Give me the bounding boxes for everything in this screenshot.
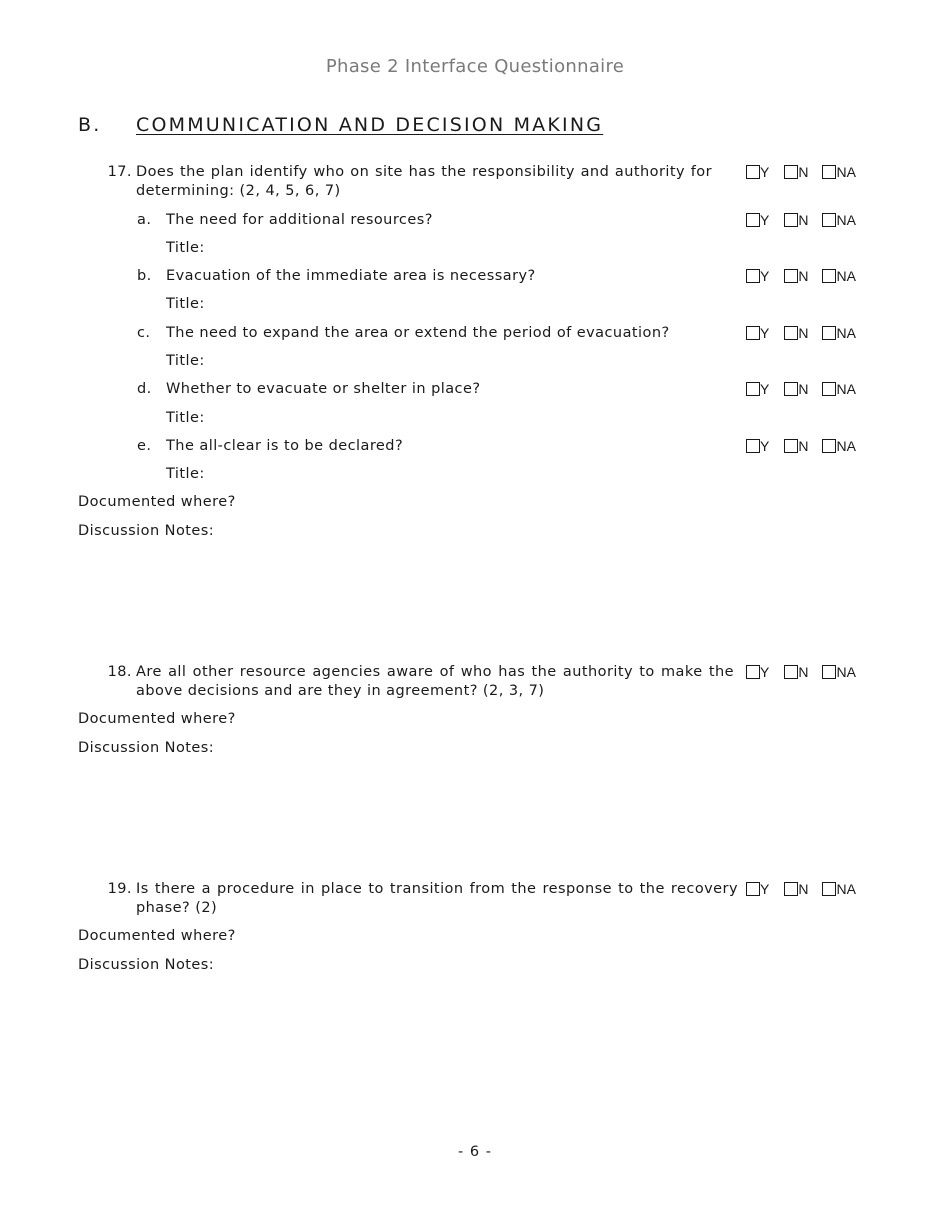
subquestion-17d-letter: d. bbox=[137, 381, 152, 397]
option-na[interactable] bbox=[822, 212, 855, 228]
subquestion-17c-letter: c. bbox=[137, 325, 151, 341]
page-header: Phase 2 Interface Questionnaire bbox=[325, 56, 625, 77]
option-yes-label: Y bbox=[760, 664, 770, 680]
title-label: Title: bbox=[166, 410, 205, 426]
page-number: - 6 - bbox=[458, 1144, 492, 1160]
option-yes-label: Y bbox=[760, 381, 770, 397]
subquestion-17a-text: The need for additional resources? bbox=[166, 212, 433, 228]
checkbox-na[interactable] bbox=[822, 213, 836, 227]
option-no[interactable] bbox=[784, 381, 808, 397]
option-yes-label: Y bbox=[760, 212, 770, 228]
checkbox-no[interactable] bbox=[784, 439, 798, 453]
subquestion-17a-answer bbox=[746, 212, 856, 228]
question-18-number: 18. bbox=[107, 664, 132, 680]
checkbox-na[interactable] bbox=[822, 382, 836, 396]
option-na-label: NA bbox=[836, 212, 856, 228]
option-no-label: N bbox=[798, 881, 809, 897]
option-no-label: N bbox=[798, 664, 809, 680]
subquestion-17d-text: Whether to evacuate or shelter in place? bbox=[166, 381, 481, 397]
option-no[interactable] bbox=[784, 325, 808, 341]
documented-where-label: Documented where? bbox=[78, 928, 236, 944]
option-no[interactable] bbox=[784, 881, 808, 897]
option-yes[interactable] bbox=[746, 268, 769, 284]
option-na-label: NA bbox=[836, 664, 856, 680]
option-na-label: NA bbox=[836, 164, 856, 180]
question-18-text: Are all other resource agencies aware of who has the authority to make the above decisions and are they in agreement? (2, 3, 7) bbox=[136, 664, 734, 699]
option-no-label: N bbox=[798, 325, 809, 341]
subquestion-17b-text: Evacuation of the immediate area is necessary? bbox=[166, 268, 536, 284]
question-19-text: Is there a procedure in place to transition from the response to the recovery phase? (2) bbox=[136, 881, 738, 916]
checkbox-na[interactable] bbox=[822, 269, 836, 283]
checkbox-na[interactable] bbox=[822, 439, 836, 453]
discussion-notes-label: Discussion Notes: bbox=[78, 523, 215, 539]
option-yes[interactable] bbox=[746, 325, 769, 341]
checkbox-no[interactable] bbox=[784, 326, 798, 340]
checkbox-no[interactable] bbox=[784, 882, 798, 896]
option-yes[interactable] bbox=[746, 381, 769, 397]
option-yes[interactable] bbox=[746, 438, 769, 454]
title-label: Title: bbox=[166, 240, 205, 256]
checkbox-no[interactable] bbox=[784, 269, 798, 283]
checkbox-yes[interactable] bbox=[746, 882, 760, 896]
title-label: Title: bbox=[166, 296, 205, 312]
option-na[interactable] bbox=[822, 438, 855, 454]
option-no-label: N bbox=[798, 381, 809, 397]
checkbox-yes[interactable] bbox=[746, 382, 760, 396]
question-19-answer bbox=[746, 881, 856, 897]
option-yes-label: Y bbox=[760, 268, 770, 284]
checkbox-no[interactable] bbox=[784, 382, 798, 396]
option-na-label: NA bbox=[836, 438, 856, 454]
option-na-label: NA bbox=[836, 268, 856, 284]
title-label: Title: bbox=[166, 466, 205, 482]
section-title: COMMUNICATION AND DECISION MAKING bbox=[136, 114, 604, 136]
checkbox-na[interactable] bbox=[822, 326, 836, 340]
option-na[interactable] bbox=[822, 325, 855, 341]
discussion-notes-label: Discussion Notes: bbox=[78, 740, 215, 756]
checkbox-na[interactable] bbox=[822, 665, 836, 679]
option-na-label: NA bbox=[836, 881, 856, 897]
checkbox-na[interactable] bbox=[822, 165, 836, 179]
documented-where-label: Documented where? bbox=[78, 494, 236, 510]
option-yes-label: Y bbox=[760, 164, 770, 180]
checkbox-yes[interactable] bbox=[746, 439, 760, 453]
checkbox-yes[interactable] bbox=[746, 213, 760, 227]
question-17-number: 17. bbox=[107, 164, 132, 180]
option-no[interactable] bbox=[784, 438, 808, 454]
checkbox-yes[interactable] bbox=[746, 326, 760, 340]
option-yes-label: Y bbox=[760, 438, 770, 454]
checkbox-no[interactable] bbox=[784, 213, 798, 227]
option-no-label: N bbox=[798, 212, 809, 228]
option-yes-label: Y bbox=[760, 881, 770, 897]
section-letter: B. bbox=[78, 114, 102, 136]
question-18-answer bbox=[746, 664, 856, 680]
checkbox-yes[interactable] bbox=[746, 269, 760, 283]
option-na[interactable] bbox=[822, 664, 855, 680]
title-label: Title: bbox=[166, 353, 205, 369]
subquestion-17e-answer bbox=[746, 438, 856, 454]
subquestion-17d-answer bbox=[746, 381, 856, 397]
question-17-answer bbox=[746, 164, 856, 180]
discussion-notes-label: Discussion Notes: bbox=[78, 957, 215, 973]
subquestion-17b-answer bbox=[746, 268, 856, 284]
subquestion-17c-text: The need to expand the area or extend the period of evacuation? bbox=[166, 325, 670, 341]
option-no[interactable] bbox=[784, 212, 808, 228]
checkbox-no[interactable] bbox=[784, 165, 798, 179]
option-no[interactable] bbox=[784, 268, 808, 284]
option-na-label: NA bbox=[836, 325, 856, 341]
subquestion-17a-letter: a. bbox=[137, 212, 152, 228]
question-19-number: 19. bbox=[107, 881, 132, 897]
section-heading bbox=[78, 114, 603, 136]
option-na[interactable] bbox=[822, 164, 855, 180]
option-na[interactable] bbox=[822, 268, 855, 284]
option-yes-label: Y bbox=[760, 325, 770, 341]
subquestion-17b-letter: b. bbox=[137, 268, 152, 284]
option-no-label: N bbox=[798, 164, 809, 180]
option-na[interactable] bbox=[822, 881, 855, 897]
option-no[interactable] bbox=[784, 164, 808, 180]
option-yes[interactable] bbox=[746, 664, 769, 680]
documented-where-label: Documented where? bbox=[78, 711, 236, 727]
checkbox-na[interactable] bbox=[822, 882, 836, 896]
option-yes[interactable] bbox=[746, 881, 769, 897]
subquestion-17c-answer bbox=[746, 325, 856, 341]
option-no[interactable] bbox=[784, 664, 808, 680]
option-yes[interactable] bbox=[746, 212, 769, 228]
checkbox-no[interactable] bbox=[784, 665, 798, 679]
option-no-label: N bbox=[798, 438, 809, 454]
question-17-text: Does the plan identify who on site has the responsibility and authority for determining: (2, 4, 5, 6, 7) bbox=[136, 164, 712, 199]
option-na[interactable] bbox=[822, 381, 855, 397]
checkbox-yes[interactable] bbox=[746, 665, 760, 679]
subquestion-17e-text: The all-clear is to be declared? bbox=[166, 438, 404, 454]
subquestion-17e-letter: e. bbox=[137, 438, 152, 454]
option-na-label: NA bbox=[836, 381, 856, 397]
option-yes[interactable] bbox=[746, 164, 769, 180]
checkbox-yes[interactable] bbox=[746, 165, 760, 179]
option-no-label: N bbox=[798, 268, 809, 284]
